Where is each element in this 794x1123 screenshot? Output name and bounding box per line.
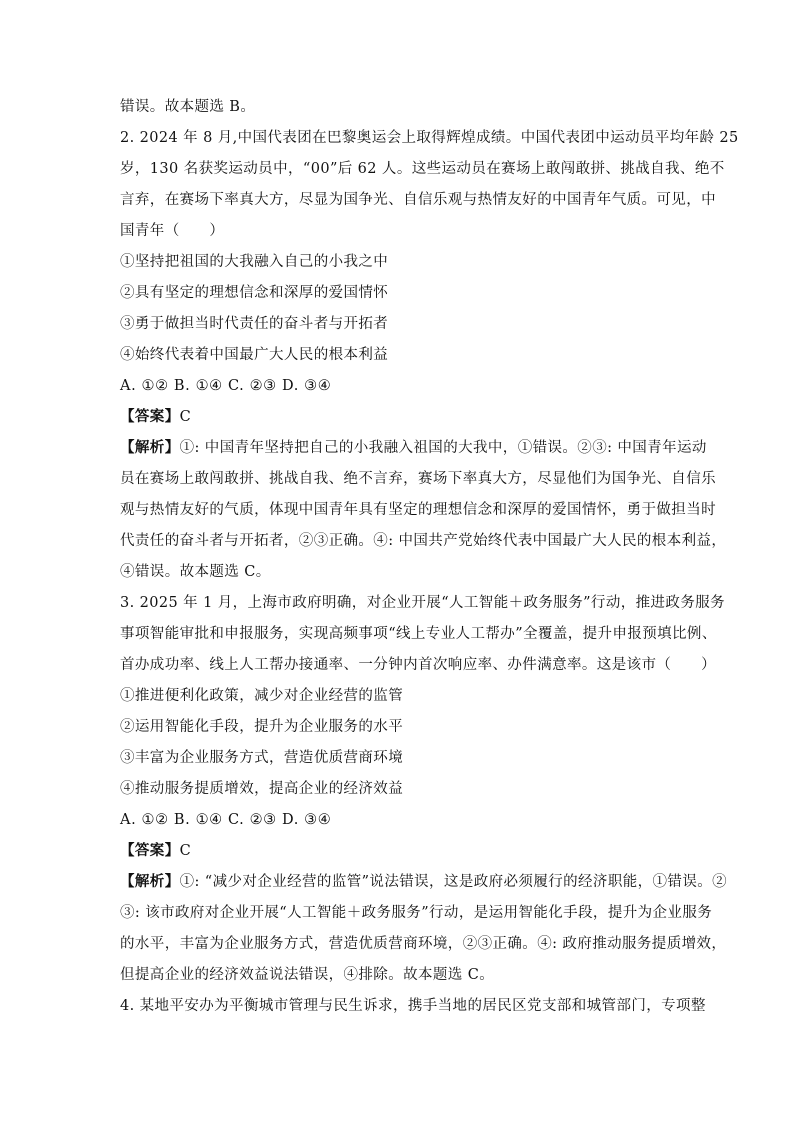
analysis-line [120, 438, 707, 469]
analysis-line: 观与热情友好的气质，体现中国青年具有坚定的理想信念和深厚的爱国情怀，勇于做担当时 [120, 502, 716, 518]
question-stem-line: 言弃，在赛场下率真大方，尽显为国争光、自信乐观与热情友好的中国青年气质。可见，中 [120, 192, 716, 208]
text-line: 错误。故本题选 B。 [120, 99, 256, 115]
question-stem-line: 3. 2025 年 1 月，上海市政府明确，对企业开展“人工智能＋政务服务”行动，推进政务服务 [120, 595, 726, 611]
statement-1: ①推进便利化政策，减少对企业经营的监管 [120, 688, 404, 704]
statement-4: ④推动服务提质增效，提高企业的经济效益 [120, 781, 404, 797]
analysis-line [120, 872, 728, 903]
analysis-line: 代责任的奋斗者与开拓者，②③正确。④: 中国共产党始终代表中国最广大人民的根本利益， [120, 533, 727, 549]
answer-options: A. ①② B. ①④ C. ②③ D. ③④ [120, 812, 332, 828]
answer-line [120, 841, 680, 872]
statement-3: ③丰富为企业服务方式，营造优质营商环境 [120, 750, 404, 766]
answer-value: C [179, 843, 192, 859]
analysis-line: 的水平，丰富为企业服务方式，营造优质营商环境，②③正确。④: 政府推动服务提质增效， [120, 936, 727, 952]
analysis-line: ④错误。故本题选 C。 [120, 564, 271, 580]
question-4 [120, 996, 706, 1027]
question-stem-line: 首办成功率、线上人工帮办接通率、一分钟内首次响应率、办件满意率。这是该市（ ） [120, 657, 716, 673]
statement-3: ③勇于做担当时代责任的奋斗者与开拓者 [120, 316, 389, 332]
analysis-label: 【解析】 [120, 439, 180, 456]
answer-label: 【答案】 [120, 842, 180, 859]
statement-4: ④始终代表着中国最广大人民的根本利益 [120, 347, 389, 363]
statement-1: ①坚持把祖国的大我融入自己的小我之中 [120, 254, 389, 270]
analysis-text: ①: “减少对企业经营的监管”说法错误，这是政府必须履行的经济职能，①错误。② [179, 874, 728, 890]
statement-2: ②运用智能化手段，提升为企业服务的水平 [120, 719, 404, 735]
analysis-text: ①: 中国青年坚持把自己的小我融入祖国的大我中，①错误。②③: 中国青年运动 [179, 440, 707, 456]
question-stem-line: 事项智能审批和申报服务，实现高频事项“线上专业人工帮办”全覆盖，提升申报预填比例、 [120, 626, 717, 642]
answer-line [120, 407, 680, 438]
question-2 [120, 128, 739, 593]
statement-2: ②具有坚定的理想信念和深厚的爱国情怀 [120, 285, 389, 301]
analysis-label: 【解析】 [120, 873, 180, 890]
analysis-line: 但提高企业的经济效益说法错误，④排除。故本题选 C。 [120, 967, 495, 983]
answer-options: A. ①② B. ①④ C. ②③ D. ③④ [120, 378, 332, 394]
analysis-line: 员在赛场上敢闯敢拼、挑战自我、绝不言弃，赛场下率真大方，尽显他们为国争光、自信乐 [120, 471, 716, 487]
answer-value: C [179, 409, 192, 425]
question-stem-line: 4. 某地平安办为平衡城市管理与民生诉求，携手当地的居民区党支部和城管部门，专项整 [120, 998, 706, 1014]
question-stem-line: 岁，130 名获奖运动员中，“00”后 62 人。这些运动员在赛场上敢闯敢拼、挑战自我、绝不 [120, 161, 725, 177]
document-page [120, 97, 739, 1027]
analysis-line: ③: 该市政府对企业开展“人工智能＋政务服务”行动，是运用智能化手段，提升为企业服务 [120, 905, 713, 921]
question-stem-line: 2. 2024 年 8 月,中国代表团在巴黎奥运会上取得辉煌成绩。中国代表团中运动员平均年龄 25 [120, 130, 739, 146]
answer-label: 【答案】 [120, 408, 180, 425]
question-stem-line: 国青年（ ） [120, 223, 225, 239]
question-3 [120, 593, 728, 996]
